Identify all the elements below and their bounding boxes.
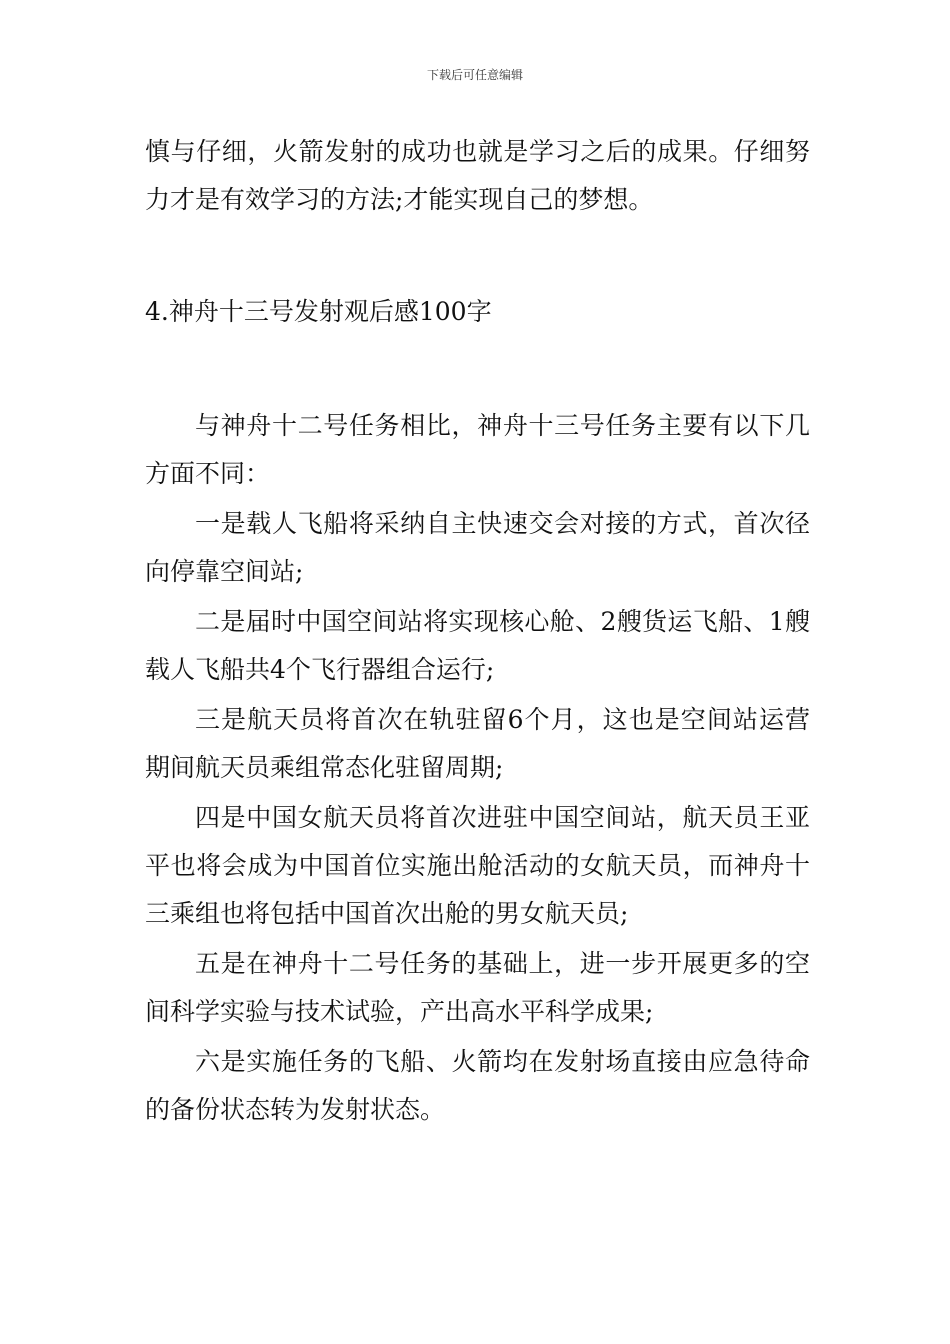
- paragraph-intro: 与神舟十二号任务相比，神舟十三号任务主要有以下几方面不同：: [145, 411, 810, 488]
- paragraph-item-1: 一是载人飞船将采纳自主快速交会对接的方式，首次径向停靠空间站;: [145, 509, 810, 586]
- header-note: 下载后可任意编辑: [426, 68, 523, 82]
- document-content: [145, 128, 810, 1136]
- paragraph-item-6: 六是实施任务的飞船、火箭均在发射场直接由应急待命的备份状态转为发射状态。: [145, 1047, 810, 1124]
- paragraph-item-4: 四是中国女航天员将首次进驻中国空间站，航天员王亚平也将会成为中国首位实施出舱活动的女航天员，而神舟十三乘组也将包括中国首次出舱的男女航天员;: [145, 803, 810, 928]
- paragraph-item-3: 三是航天员将首次在轨驻留6个月，这也是空间站运营期间航天员乘组常态化驻留周期;: [145, 705, 810, 782]
- section-heading: 4.神舟十三号发射观后感100字: [145, 297, 492, 326]
- paragraph-list: [145, 402, 810, 1134]
- paragraph-item-2: 二是届时中国空间站将实现核心舱、2艘货运飞船、1艘载人飞船共4个飞行器组合运行;: [145, 607, 810, 684]
- continuation-paragraph: 慎与仔细，火箭发射的成功也就是学习之后的成果。仔细努力才是有效学习的方法;才能实现自己的梦想。: [145, 137, 810, 214]
- paragraph-item-5: 五是在神舟十二号任务的基础上，进一步开展更多的空间科学实验与技术试验，产出高水平科学成果;: [145, 949, 810, 1026]
